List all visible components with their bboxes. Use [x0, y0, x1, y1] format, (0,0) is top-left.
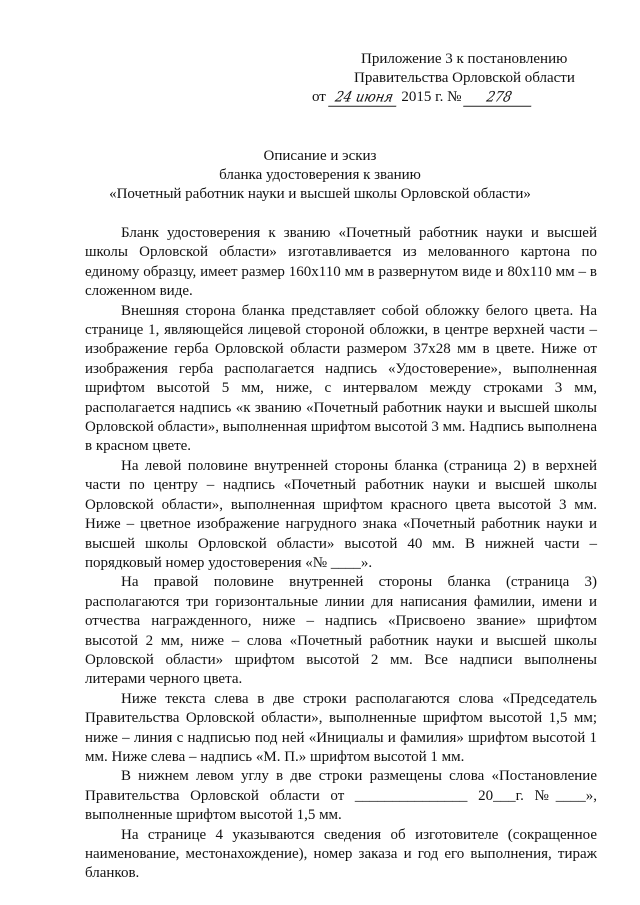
paragraph-1: Бланк удостоверения к званию «Почетный работник науки и высшей школы Орловской области» изготавливается из мелованного картона по единому образцу, имеет размер 160х110 мм в развернутом виде и 80х110 мм – в сложенном виде. — [85, 225, 597, 300]
paragraph-5: Ниже текста слева в две строки располагаются слова «Председатель Правительства Орловской области», выполненные шрифтом высотой 1,5 мм; ниже – линия с надписью под ней «Инициалы и фамилия» шрифтом высотой 1 мм. Ниже слева – надпись «М. П.» шрифтом высотой 1 мм. — [85, 690, 597, 765]
paragraph-7: На странице 4 указываются сведения об изготовителе (сокращенное наименование, местонахождение), номер заказа и год его выполнения, тираж бланков. — [85, 826, 597, 882]
appendix-line-2: Правительства Орловской области — [354, 70, 575, 86]
title-line-3: «Почетный работник науки и высшей школы Орловской области» — [109, 186, 531, 202]
appendix-year-text: 2015 г. № — [401, 89, 462, 105]
appendix-from-label: от — [312, 89, 326, 105]
appendix-line-1: Приложение 3 к постановлению — [361, 51, 568, 67]
title-line-1: Описание и эскиз — [263, 148, 377, 164]
paragraph-2: Внешняя сторона бланка представляет собой обложку белого цвета. На странице 1, являющейся лицевой стороной обложки, в центре верхней части – изображение герба Орловской области размером 37х28 мм в цвете. Ниже от изображения герба располагается надпись «Удостоверение», выполненная шрифтом высотой 5 мм, ниже, с интервалом между строками 3 мм, располагается надпись «к званию «Почетный работник науки и высшей школы Орловской области», выполненная шрифтом высотой 3 мм. Надпись выполнена в красном цвете. — [85, 302, 597, 455]
appendix-header — [312, 50, 602, 107]
document-title — [0, 147, 640, 204]
appendix-date-line — [312, 88, 602, 107]
document-body — [85, 224, 597, 884]
paragraph-3: На левой половине внутренней стороны бланка (страница 2) в верхней части по центру – надпись «Почетный работник науки и высшей школы Орловской области», выполненная шрифтом красного цвета высотой 3 мм. Ниже – цветное изображение нагрудного знака «Почетный работник науки и высшей школы Орловской области» высотой 40 мм. В нижней части – порядковый номер удостоверения «№ ____». — [85, 457, 597, 571]
paragraph-4: На правой половине внутренней стороны бланка (страница 3) располагаются три горизонтальные линии для написания фамилии, имени и отчества награжденного, ниже – надпись «Присвоено звание» шрифтом высотой 2 мм, ниже – слова «Почетный работник науки и высшей школы Орловской области» шрифтом высотой 2 мм. Все надписи выполнены литерами черного цвета. — [85, 574, 597, 688]
title-line-2: бланка удостоверения к званию — [219, 167, 421, 183]
handwritten-number: 278 — [463, 89, 535, 107]
handwritten-date: 24 июня — [328, 89, 400, 107]
paragraph-6: В нижнем левом углу в две строки размещены слова «Постановление Правительства Орловской области от _______________ 20___г. №____», выполненные шрифтом высотой 1,5 мм. — [85, 768, 597, 824]
